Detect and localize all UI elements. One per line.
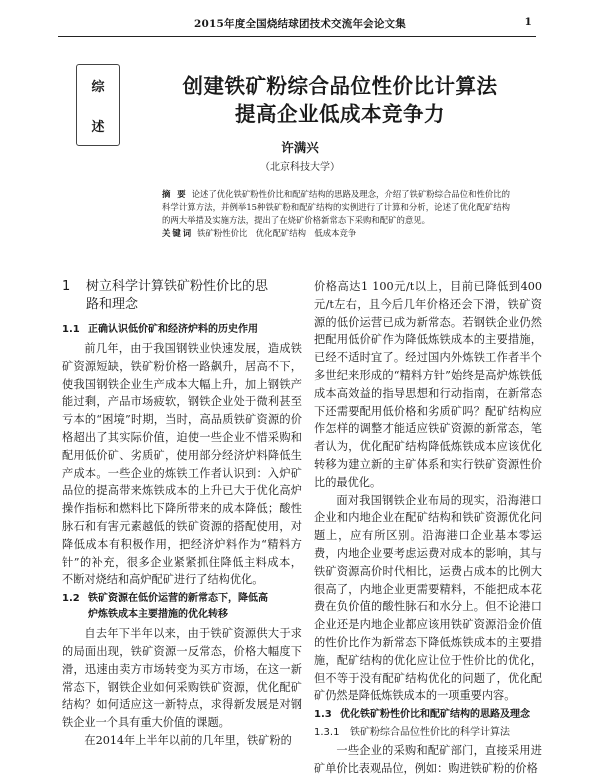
section-1-1-heading [62, 322, 302, 338]
section-title [86, 278, 268, 314]
abstract-paragraph [162, 188, 510, 227]
section-title: 优化铁矿粉性价比和配矿结构的思路及理念 [340, 709, 530, 721]
header-rule [58, 36, 536, 37]
section-1-3-heading [314, 707, 542, 723]
section-1-2-heading [62, 591, 302, 623]
title-line-2: 提高企业低成本竞争力 [235, 102, 445, 126]
badge-char-2: 述 [91, 119, 105, 135]
section-title: 正确认识低价矿和经济炉料的历史作用 [88, 324, 258, 335]
category-badge [76, 64, 120, 146]
section-title [88, 591, 268, 623]
abstract-text: 论述了优化铁矿粉性价比和配矿结构的思路及理念，介绍了铁矿粉综合品位和性价比的科学计算方法，并例举15种铁矿粉和配矿结构的实例进行了计算和分析，论述了优化配矿结构的两大举措及实施方法，提出了在烧矿价格新常态下采购和配矿的意见。 [162, 189, 510, 225]
author-affiliation: （北京科技大学） [260, 162, 340, 173]
section-title-line-1: 树立科学计算铁矿粉性价比的思 [86, 279, 269, 294]
keywords-label: 关键词 [162, 228, 194, 238]
body-paragraph: 价格高达1 100元/t以上，目前已降低到400元/t左右，且今后几年价格还会下滑，铁矿资源的低价运营已成为新常态。若钢铁企业仍然把配用低价矿作为降低炼铁成本的主要措施，已经不适时宜了。经过国内外炼铁工作者半个多世纪来形成的“精料方针”始终是高炉炼铁低成本高效益的指导思想和行动指南，在新常态下还需要配用低价格和劣质矿吗？配矿结构应作怎样的调整才能适应铁矿资源的新常态，笔者认为，优化配矿结构降低炼铁成本应该优化转移为建立新的主矿体系和实行铁矿资源性价比的最优化。 [314, 280, 542, 489]
badge-char-1: 综 [91, 79, 105, 95]
section-number: 1.1 [62, 324, 80, 335]
left-column [62, 278, 302, 750]
section-title: 铁矿粉综合品位性价比的科学计算法 [350, 727, 510, 739]
author-name: 许满兴 [281, 140, 319, 155]
abstract-label: 摘 要 [162, 189, 188, 199]
body-paragraph: 自去年下半年以来，由于铁矿资源供大于求的局面出现，铁矿资源一反常态，价格大幅度下滑，迅速由卖方市场转变为买方市场，在这一新常态下，钢铁企业如何采购铁矿资源，优化配矿结构？如何适应这一新特点，求得新发展是对钢铁企业一个具有重大价值的课题。 [62, 627, 302, 730]
page-number: 1 [524, 16, 532, 28]
body-paragraph: 在2014年上半年以前的几年里，铁矿粉的 [84, 733, 292, 747]
abstract-block [162, 188, 510, 240]
section-number: 1.3.1 [314, 727, 340, 739]
section-number: 1.2 [62, 593, 80, 605]
running-head [0, 16, 600, 34]
body-paragraph: 前几年，由于我国钢铁业快速发展，造成铁矿资源短缺，铁矿粉价格一路飙升，居高不下，使我国钢铁企业生产成本大幅上升，加上钢铁产能过剩，产品市场疲软，钢铁企业处于微利甚至亏本的“困境”时期，当时，高品质铁矿资源的价格超出了其实际价值，迫使一些企业不惜采购和配用低价矿、劣质矿，使用部分经济炉料降低生产成本。一些企业的炼铁工作者认识到：入炉矿品位的提高带来炼铁成本的上升已大于优化高炉操作指标和燃料比下降所带来的成本降低；酸性脉石和有害元素越低的铁矿资源的搭配使用，对降低成本有积极作用，把经济炉料作为“精料方针”的补充，很多企业紧紧抓住降低主料成本，不断对烧结和高炉配矿进行了结构优化。 [62, 342, 302, 587]
section-title-line-2: 炉炼铁成本主要措施的优化转移 [88, 609, 228, 621]
section-1-heading [62, 278, 302, 314]
section-1-3-1-heading [314, 725, 542, 741]
running-head-title: 2015年度全国烧结球团技术交流年会论文集 [194, 18, 406, 30]
keywords-line [162, 227, 510, 240]
body-paragraph: 一些企业的采购和配矿部门，直接采用进矿单价比表观品位，例如：购进铁矿粉的价格 [314, 744, 542, 775]
keywords-text: 铁矿粉性价比 优化配矿结构 低成本竞争 [197, 228, 357, 238]
right-column [314, 278, 542, 778]
section-title-line-1: 铁矿资源在低价运营的新常态下，降低高 [88, 593, 268, 605]
section-title-line-2: 路和理念 [86, 297, 139, 312]
section-number: 1 [62, 279, 71, 294]
body-paragraph: 面对我国钢铁企业布局的现实，沿海港口企业和内地企业在配矿结构和铁矿资源优化问题上，应有所区别。沿海港口企业基本零运费，内地企业要考虑运费对成本的影响，其与铁矿资源高价时代相比，运费占成本的比例大很高了，内地企业更需要精料，不能把成本花费在负价值的酸性脉石和水分上。但不论港口企业还是内地企业都应该用铁矿资源沿金价值的性价比作为新常态下降低炼铁成本的主要措施，配矿结构的优化应让位于性价比的优化，但不等于没有配矿结构优化的问题了，优化配矿仍然是降低炼铁成本的一项重要内容。 [314, 493, 542, 703]
title-line-1: 创建铁矿粉综合品位性价比计算法 [182, 74, 498, 98]
section-number: 1.3 [314, 709, 332, 721]
article-title [140, 72, 540, 128]
